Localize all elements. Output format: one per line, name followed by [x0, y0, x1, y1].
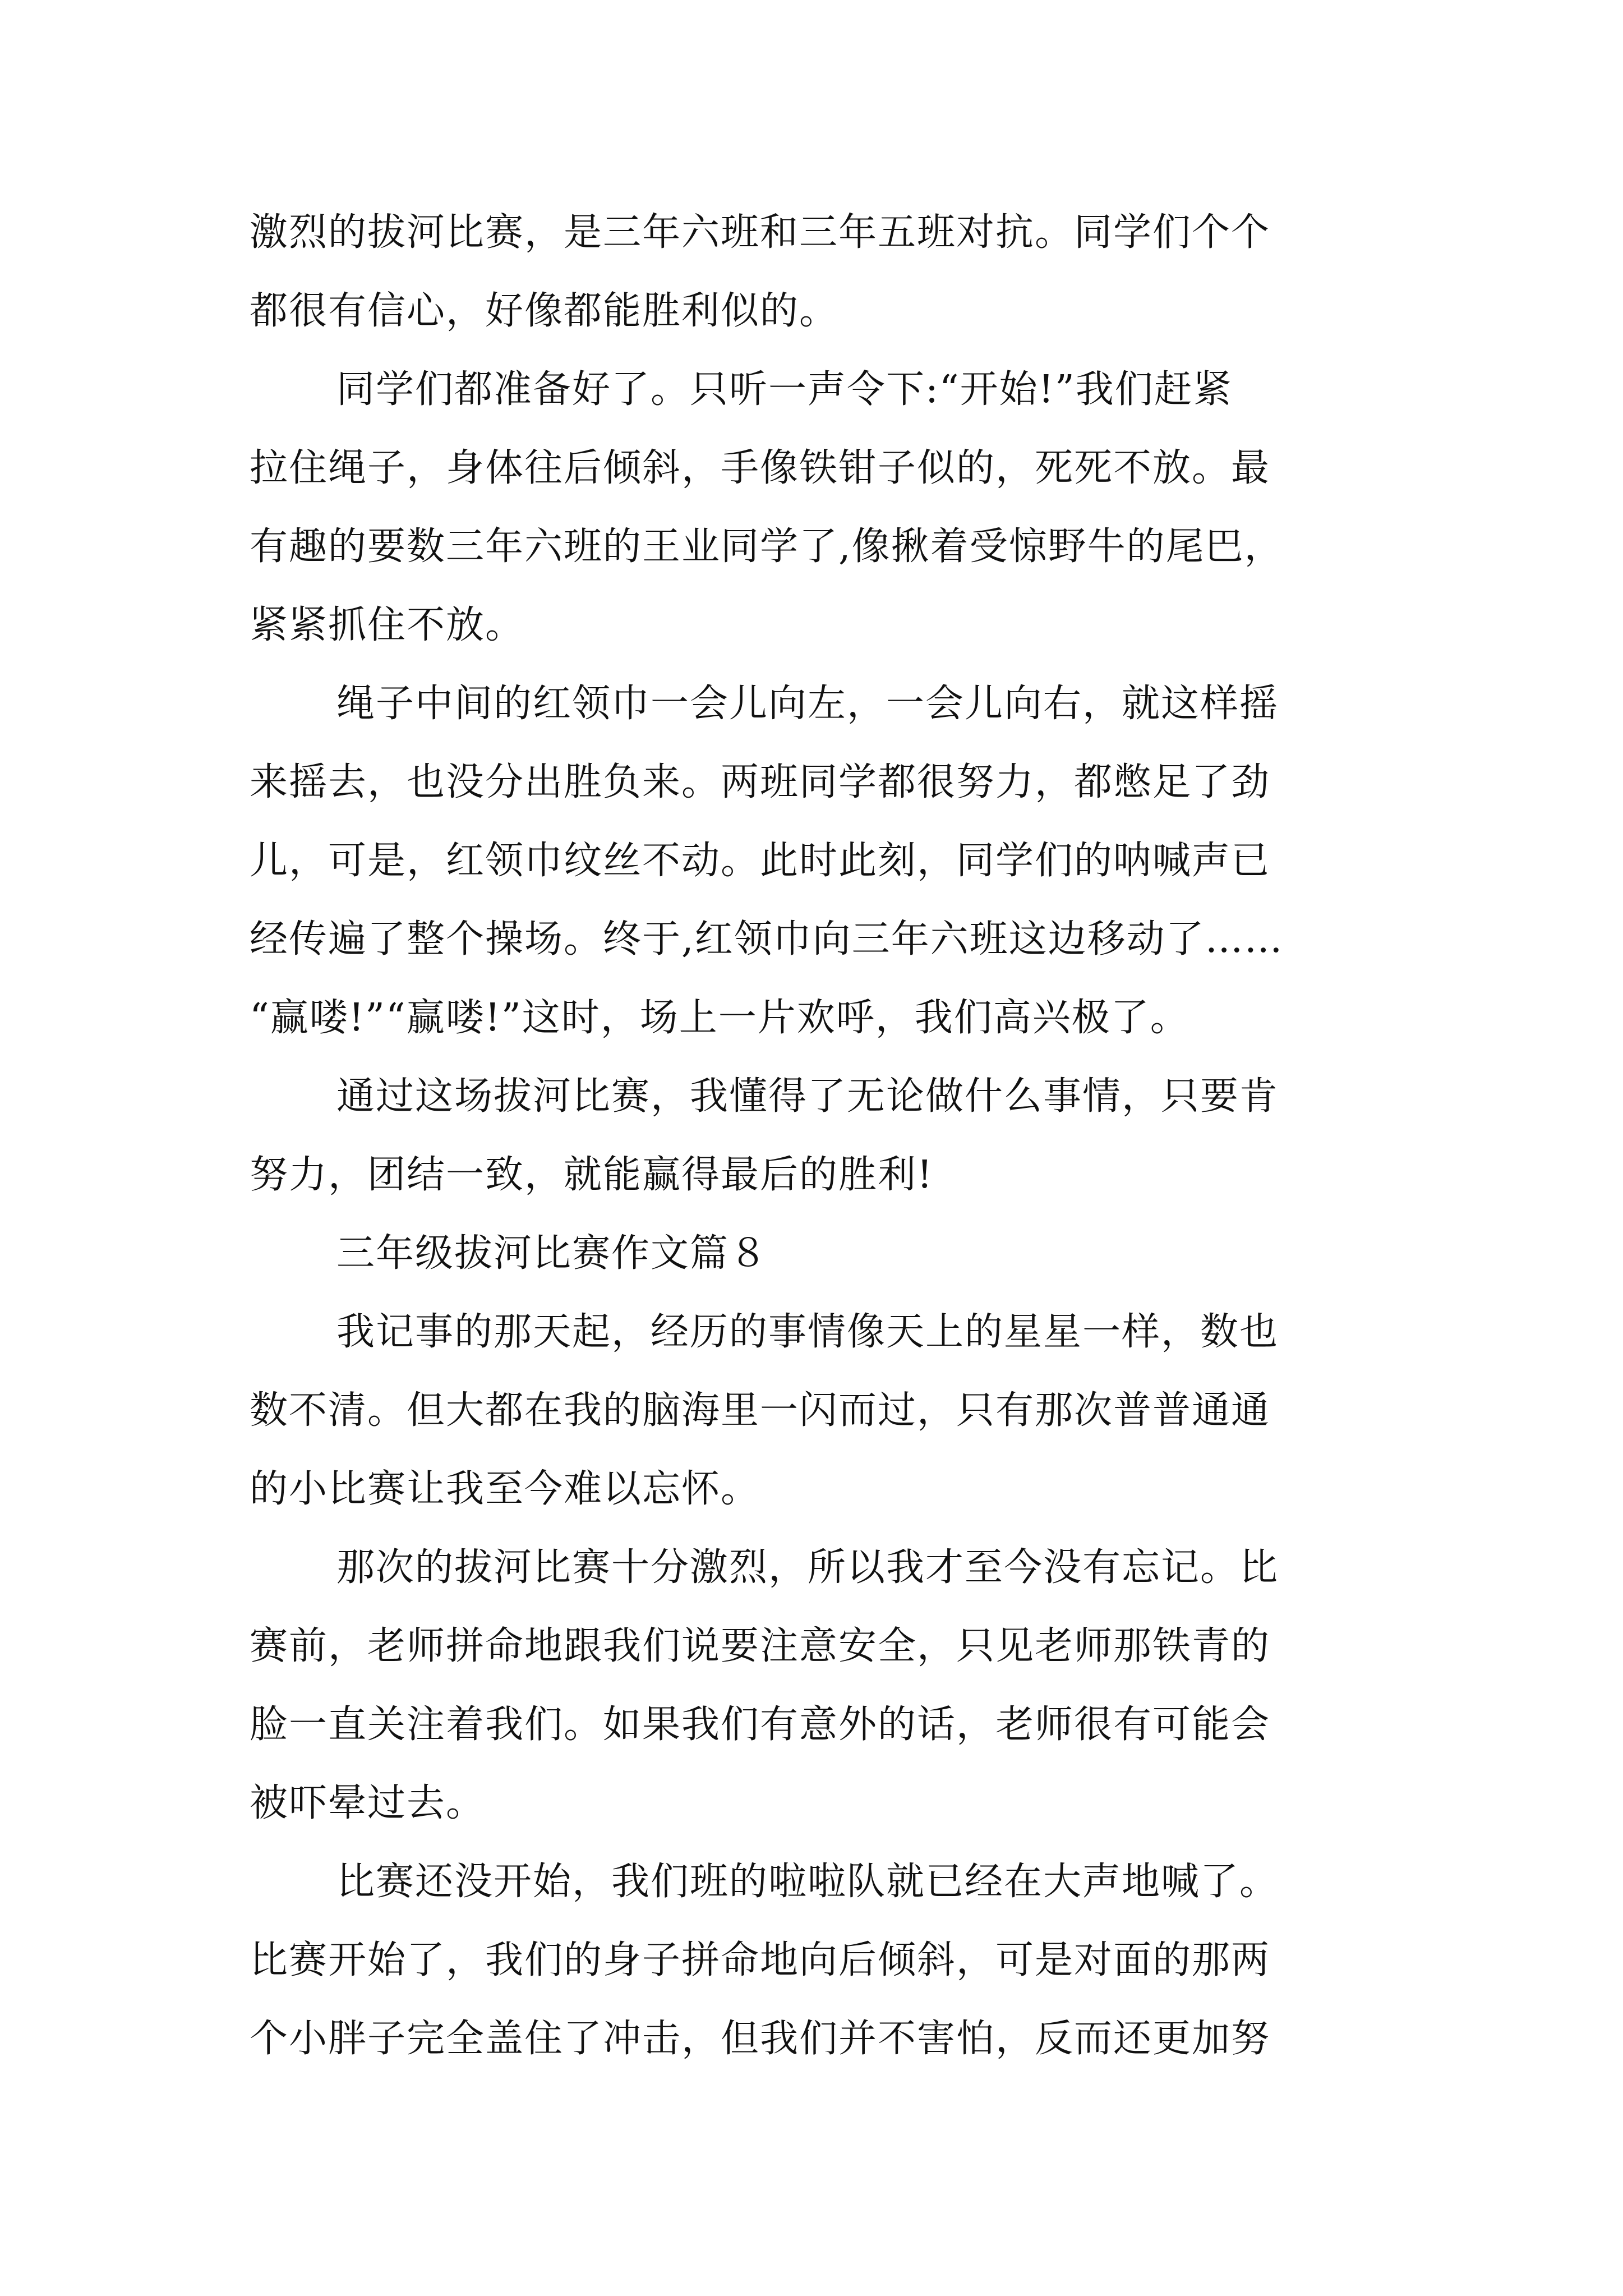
text-line: 来摇去，也没分出胜负来。两班同学都很努力，都憋足了劲 — [250, 760, 1271, 804]
text-line: 的小比赛让我至今难以忘怀。 — [250, 1467, 760, 1511]
text-line: 都很有信心，好像都能胜利似的。 — [250, 289, 839, 333]
text-line: 被吓晕过去。 — [250, 1781, 486, 1825]
paragraph-start-line: 那次的拔河比赛十分激烈，所以我才至今没有忘记。比 — [336, 1545, 1279, 1590]
text-line: 努力，团结一致，就能赢得最后的胜利! — [250, 1153, 934, 1197]
text-line: 比赛开始了，我们的身子拼命地向后倾斜，可是对面的那两 — [250, 1938, 1271, 1982]
text-line: 有趣的要数三年六班的王业同学了,像揪着受惊野牛的尾巴， — [250, 524, 1284, 569]
paragraph-start-line: 比赛还没开始，我们班的啦啦队就已经在大声地喊了。 — [336, 1860, 1279, 1904]
text-line: 紧紧抓住不放。 — [250, 603, 525, 647]
paragraph-start-line: 通过这场拔河比赛，我懂得了无论做什么事情，只要肯 — [336, 1074, 1279, 1119]
text-line: “赢喽!”“赢喽!”这时，场上一片欢呼，我们高兴极了。 — [250, 996, 1189, 1040]
paragraph-start-line: 同学们都准备好了。只听一声令下:“开始!”我们赶紧 — [336, 367, 1233, 412]
text-line: 脸一直关注着我们。如果我们有意外的话，老师很有可能会 — [250, 1703, 1271, 1747]
text-line: 赛前，老师拼命地跟我们说要注意安全，只见老师那铁青的 — [250, 1624, 1271, 1668]
text-line: 经传遍了整个操场。终于,红领巾向三年六班这边移动了…… — [250, 917, 1284, 961]
text-line: 儿，可是，红领巾纹丝不动。此时此刻，同学们的呐喊声已 — [250, 839, 1271, 883]
paragraph-start-line: 绳子中间的红领巾一会儿向左，一会儿向右，就这样摇 — [336, 682, 1279, 726]
text-line: 数不清。但大都在我的脑海里一闪而过，只有那次普普通通 — [250, 1388, 1271, 1433]
text-line: 激烈的拔河比赛，是三年六班和三年五班对抗。同学们个个 — [250, 210, 1271, 255]
text-line: 个小胖子完全盖住了冲击，但我们并不害怕，反而还更加努 — [250, 2017, 1271, 2061]
text-line: 拉住绳子，身体往后倾斜，手像铁钳子似的，死死不放。最 — [250, 446, 1271, 490]
section-heading: 三年级拔河比赛作文篇８ — [336, 1231, 769, 1276]
paragraph-start-line: 我记事的那天起，经历的事情像天上的星星一样，数也 — [336, 1310, 1279, 1354]
